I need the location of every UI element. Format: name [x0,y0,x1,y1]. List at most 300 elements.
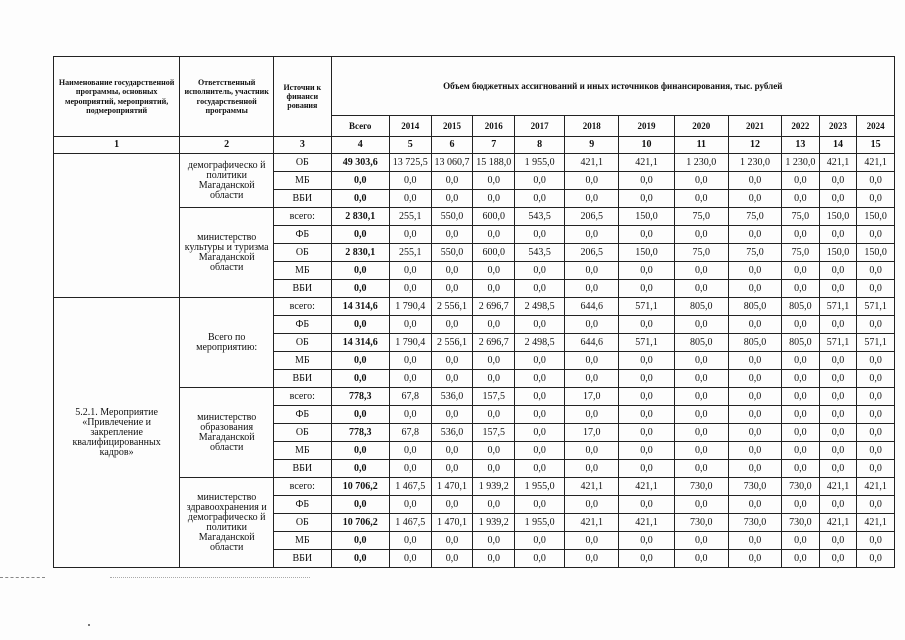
year-value-cell: 0,0 [857,262,895,280]
year-value-cell: 0,0 [565,442,619,460]
year-value-cell: 543,5 [515,208,565,226]
column-number: 12 [728,137,781,154]
year-value-cell: 0,0 [473,262,515,280]
year-value-cell: 0,0 [819,262,857,280]
year-value-cell: 0,0 [819,388,857,406]
year-value-cell: 1 955,0 [515,154,565,172]
year-value-cell: 805,0 [674,298,728,316]
year-value-cell: 206,5 [565,208,619,226]
total-cell: 0,0 [331,370,389,388]
year-value-cell: 0,0 [728,532,781,550]
year-value-cell: 0,0 [674,226,728,244]
executor-cell: министерство культуры и туризма Магаданской области [180,208,274,298]
year-value-cell: 0,0 [619,532,674,550]
total-cell: 2 830,1 [331,244,389,262]
year-value-cell: 730,0 [782,478,820,496]
year-value-cell: 0,0 [782,316,820,334]
year-value-cell: 0,0 [819,442,857,460]
year-value-cell: 0,0 [565,532,619,550]
year-value-cell: 1 790,4 [389,334,431,352]
year-value-cell: 75,0 [674,208,728,226]
year-value-cell: 0,0 [515,316,565,334]
year-value-cell: 0,0 [728,190,781,208]
year-value-cell: 150,0 [619,244,674,262]
column-number: 15 [857,137,895,154]
year-value-cell: 0,0 [819,352,857,370]
year-value-cell: 0,0 [819,496,857,514]
column-number: 5 [389,137,431,154]
column-number: 2 [180,137,274,154]
year-value-cell: 0,0 [857,280,895,298]
year-header: 2023 [819,116,857,137]
year-value-cell: 0,0 [674,370,728,388]
year-value-cell: 805,0 [728,334,781,352]
year-value-cell: 0,0 [819,280,857,298]
year-value-cell: 543,5 [515,244,565,262]
year-header: 2015 [431,116,473,137]
source-cell: МБ [274,262,331,280]
source-cell: ФБ [274,226,331,244]
year-value-cell: 0,0 [431,190,473,208]
year-header: 2020 [674,116,728,137]
year-value-cell: 0,0 [857,172,895,190]
year-value-cell: 206,5 [565,244,619,262]
year-value-cell: 0,0 [819,190,857,208]
year-value-cell: 0,0 [619,262,674,280]
year-value-cell: 0,0 [473,190,515,208]
year-value-cell: 805,0 [782,334,820,352]
year-value-cell: 0,0 [782,262,820,280]
year-value-cell: 571,1 [619,298,674,316]
year-value-cell: 0,0 [857,190,895,208]
column-number: 8 [515,137,565,154]
year-header: 2016 [473,116,515,137]
year-value-cell: 0,0 [619,442,674,460]
year-value-cell: 0,0 [728,316,781,334]
year-header: 2024 [857,116,895,137]
column-number: 11 [674,137,728,154]
year-value-cell: 0,0 [619,316,674,334]
year-value-cell: 0,0 [782,370,820,388]
year-value-cell: 805,0 [782,298,820,316]
col-volume-header: Объем бюджетных ассигнований и иных источников финансирования, тыс. рублей [331,57,895,116]
year-value-cell: 0,0 [728,388,781,406]
source-cell: ВБИ [274,460,331,478]
column-number: 3 [274,137,331,154]
year-value-cell: 0,0 [473,550,515,568]
total-cell: 14 314,6 [331,298,389,316]
source-cell: ОБ [274,154,331,172]
year-value-cell: 0,0 [473,406,515,424]
year-value-cell: 0,0 [728,172,781,190]
year-value-cell: 0,0 [389,280,431,298]
year-value-cell: 0,0 [473,496,515,514]
year-value-cell: 730,0 [674,478,728,496]
source-cell: ФБ [274,496,331,514]
scan-speck [88,624,90,626]
year-value-cell: 75,0 [728,208,781,226]
year-value-cell: 730,0 [782,514,820,532]
year-value-cell: 2 696,7 [473,298,515,316]
total-cell: 778,3 [331,388,389,406]
year-value-cell: 0,0 [857,352,895,370]
year-value-cell: 600,0 [473,208,515,226]
source-cell: ОБ [274,244,331,262]
year-value-cell: 0,0 [619,460,674,478]
year-value-cell: 1 230,0 [674,154,728,172]
source-cell: ВБИ [274,550,331,568]
year-value-cell: 0,0 [857,442,895,460]
year-value-cell: 0,0 [389,190,431,208]
year-value-cell: 644,6 [565,298,619,316]
executor-cell: демографическо й политики Магаданской области [180,154,274,208]
year-value-cell: 0,0 [819,370,857,388]
column-number: 1 [54,137,180,154]
year-value-cell: 0,0 [619,172,674,190]
year-value-cell: 1 467,5 [389,514,431,532]
year-value-cell: 0,0 [515,442,565,460]
year-value-cell: 421,1 [857,154,895,172]
total-cell: 0,0 [331,172,389,190]
year-value-cell: 0,0 [674,406,728,424]
year-value-cell: 0,0 [857,460,895,478]
total-cell: 0,0 [331,460,389,478]
year-value-cell: 0,0 [819,532,857,550]
year-value-cell: 150,0 [819,208,857,226]
year-value-cell: 0,0 [565,172,619,190]
year-value-cell: 0,0 [389,370,431,388]
year-value-cell: 0,0 [565,406,619,424]
year-value-cell: 0,0 [565,496,619,514]
source-cell: МБ [274,172,331,190]
source-cell: всего: [274,298,331,316]
year-value-cell: 67,8 [389,388,431,406]
financing-table [53,56,895,568]
total-cell: 778,3 [331,424,389,442]
year-value-cell: 0,0 [431,496,473,514]
year-value-cell: 0,0 [565,280,619,298]
year-value-cell: 1 955,0 [515,514,565,532]
year-value-cell: 0,0 [619,388,674,406]
year-value-cell: 0,0 [515,424,565,442]
total-cell: 49 303,6 [331,154,389,172]
source-cell: ВБИ [274,280,331,298]
column-number: 9 [565,137,619,154]
year-value-cell: 421,1 [565,514,619,532]
year-value-cell: 0,0 [674,460,728,478]
year-value-cell: 0,0 [728,496,781,514]
year-value-cell: 0,0 [389,172,431,190]
year-value-cell: 0,0 [819,424,857,442]
year-value-cell: 0,0 [819,226,857,244]
total-cell: 0,0 [331,262,389,280]
year-value-cell: 421,1 [619,478,674,496]
year-value-cell: 421,1 [857,478,895,496]
year-value-cell: 0,0 [565,262,619,280]
year-value-cell: 571,1 [819,334,857,352]
source-cell: МБ [274,532,331,550]
column-numbers-row [54,137,895,154]
year-value-cell: 421,1 [565,478,619,496]
executor-cell: министерство образования Магаданской области [180,388,274,478]
year-value-cell: 0,0 [857,550,895,568]
year-value-cell: 0,0 [819,550,857,568]
year-value-cell: 0,0 [473,316,515,334]
year-value-cell: 0,0 [619,190,674,208]
year-value-cell: 0,0 [389,442,431,460]
year-value-cell: 0,0 [728,442,781,460]
source-cell: всего: [274,388,331,406]
year-value-cell: 15 188,0 [473,154,515,172]
year-value-cell: 0,0 [515,226,565,244]
year-value-cell: 0,0 [431,550,473,568]
year-value-cell: 2 556,1 [431,298,473,316]
year-value-cell: 0,0 [782,496,820,514]
year-value-cell: 0,0 [674,172,728,190]
year-value-cell: 75,0 [674,244,728,262]
year-value-cell: 13 725,5 [389,154,431,172]
year-value-cell: 0,0 [389,532,431,550]
year-value-cell: 0,0 [431,262,473,280]
year-value-cell: 0,0 [674,442,728,460]
year-value-cell: 0,0 [515,496,565,514]
year-value-cell: 0,0 [857,532,895,550]
column-number: 10 [619,137,674,154]
year-value-cell: 0,0 [515,262,565,280]
year-value-cell: 0,0 [389,496,431,514]
year-value-cell: 0,0 [782,406,820,424]
total-cell: 10 706,2 [331,478,389,496]
year-value-cell: 0,0 [782,190,820,208]
table-row [54,478,895,496]
total-cell: 0,0 [331,532,389,550]
total-cell: 0,0 [331,280,389,298]
year-value-cell: 0,0 [565,550,619,568]
year-value-cell: 0,0 [431,316,473,334]
year-value-cell: 0,0 [389,352,431,370]
year-value-cell: 0,0 [473,352,515,370]
source-cell: ВБИ [274,190,331,208]
year-value-cell: 1 939,2 [473,514,515,532]
year-value-cell: 0,0 [728,226,781,244]
year-value-cell: 0,0 [674,352,728,370]
year-value-cell: 805,0 [728,298,781,316]
year-value-cell: 2 498,5 [515,298,565,316]
year-value-cell: 0,0 [473,370,515,388]
source-cell: МБ [274,442,331,460]
year-value-cell: 421,1 [619,514,674,532]
year-value-cell: 536,0 [431,388,473,406]
year-value-cell: 0,0 [619,370,674,388]
year-value-cell: 1 230,0 [782,154,820,172]
year-value-cell: 0,0 [674,262,728,280]
year-value-cell: 0,0 [728,262,781,280]
year-value-cell: 2 556,1 [431,334,473,352]
year-value-cell: 75,0 [782,244,820,262]
year-value-cell: 0,0 [819,460,857,478]
table-row [54,154,895,172]
year-value-cell: 75,0 [728,244,781,262]
source-cell: ОБ [274,514,331,532]
year-value-cell: 0,0 [782,388,820,406]
table-row [54,298,895,316]
total-cell: 0,0 [331,190,389,208]
year-value-cell: 1 470,1 [431,514,473,532]
total-cell: 0,0 [331,550,389,568]
year-value-cell: 0,0 [431,280,473,298]
year-value-cell: 0,0 [728,352,781,370]
year-value-cell: 0,0 [431,370,473,388]
column-number: 13 [782,137,820,154]
source-cell: ФБ [274,406,331,424]
year-value-cell: 0,0 [431,460,473,478]
year-value-cell: 0,0 [389,262,431,280]
year-value-cell: 0,0 [782,280,820,298]
parent-event-cell [54,154,180,298]
year-value-cell: 550,0 [431,208,473,226]
year-value-cell: 0,0 [619,496,674,514]
year-value-cell: 75,0 [782,208,820,226]
year-value-cell: 0,0 [782,352,820,370]
year-value-cell: 805,0 [674,334,728,352]
column-number: 4 [331,137,389,154]
year-value-cell: 67,8 [389,424,431,442]
year-value-cell: 0,0 [389,550,431,568]
year-value-cell: 0,0 [515,406,565,424]
year-value-cell: 0,0 [515,172,565,190]
column-number: 7 [473,137,515,154]
year-value-cell: 421,1 [819,154,857,172]
source-cell: МБ [274,352,331,370]
year-value-cell: 0,0 [473,532,515,550]
year-value-cell: 0,0 [515,550,565,568]
year-value-cell: 571,1 [819,298,857,316]
year-value-cell: 0,0 [473,460,515,478]
year-value-cell: 0,0 [857,424,895,442]
year-value-cell: 0,0 [473,226,515,244]
year-value-cell: 0,0 [389,226,431,244]
year-value-cell: 1 470,1 [431,478,473,496]
column-number: 6 [431,137,473,154]
year-value-cell: 0,0 [431,172,473,190]
year-value-cell: 0,0 [674,496,728,514]
col-source-header: Источни к финанси рования [274,57,331,137]
year-value-cell: 0,0 [728,424,781,442]
year-value-cell: 421,1 [819,514,857,532]
year-value-cell: 17,0 [565,424,619,442]
year-value-cell: 0,0 [619,280,674,298]
year-header: 2022 [782,116,820,137]
year-value-cell: 0,0 [857,316,895,334]
source-cell: всего: [274,478,331,496]
year-value-cell: 0,0 [619,550,674,568]
source-cell: ОБ [274,424,331,442]
year-value-cell: 0,0 [619,352,674,370]
year-value-cell: 0,0 [565,370,619,388]
year-value-cell: 536,0 [431,424,473,442]
year-value-cell: 0,0 [619,424,674,442]
page-edge-mark [110,577,310,578]
year-value-cell: 421,1 [565,154,619,172]
year-value-cell: 0,0 [515,460,565,478]
year-value-cell: 0,0 [728,370,781,388]
year-value-cell: 0,0 [389,460,431,478]
year-value-cell: 1 955,0 [515,478,565,496]
year-header: 2021 [728,116,781,137]
year-value-cell: 0,0 [819,406,857,424]
year-value-cell: 2 498,5 [515,334,565,352]
year-value-cell: 0,0 [619,226,674,244]
year-value-cell: 150,0 [619,208,674,226]
year-value-cell: 571,1 [619,334,674,352]
year-value-cell: 13 060,7 [431,154,473,172]
source-cell: ВБИ [274,370,331,388]
year-value-cell: 0,0 [857,496,895,514]
year-value-cell: 0,0 [619,406,674,424]
year-value-cell: 421,1 [619,154,674,172]
total-cell: 10 706,2 [331,514,389,532]
total-cell: 2 830,1 [331,208,389,226]
year-value-cell: 550,0 [431,244,473,262]
year-value-cell: 0,0 [674,532,728,550]
year-value-cell: 730,0 [728,478,781,496]
year-value-cell: 0,0 [473,442,515,460]
year-value-cell: 0,0 [674,424,728,442]
year-value-cell: 0,0 [431,442,473,460]
year-header: 2014 [389,116,431,137]
year-value-cell: 0,0 [431,352,473,370]
year-value-cell: 255,1 [389,208,431,226]
source-cell: ОБ [274,334,331,352]
col-name-header: Наименование государственной программы, основных мероприятий, мероприятий, подмероприятий [54,57,180,137]
year-value-cell: 571,1 [857,334,895,352]
year-value-cell: 421,1 [857,514,895,532]
table-row [54,388,895,406]
source-cell: ФБ [274,316,331,334]
year-value-cell: 0,0 [515,370,565,388]
year-header: 2017 [515,116,565,137]
year-value-cell: 730,0 [728,514,781,532]
year-value-cell: 2 696,7 [473,334,515,352]
year-value-cell: 0,0 [674,316,728,334]
year-value-cell: 0,0 [565,226,619,244]
year-value-cell: 0,0 [857,406,895,424]
event-name-cell: 5.2.1. Мероприятие «Привлечение и закрепление квалифицированных кадров» [54,298,180,568]
year-value-cell: 0,0 [565,190,619,208]
year-value-cell: 0,0 [782,442,820,460]
year-value-cell: 0,0 [857,226,895,244]
year-value-cell: 730,0 [674,514,728,532]
year-value-cell: 157,5 [473,424,515,442]
total-cell: 0,0 [331,406,389,424]
year-value-cell: 0,0 [674,550,728,568]
total-cell: 14 314,6 [331,334,389,352]
executor-cell: министерство здравоохранения и демографическо й политики Магаданской области [180,478,274,568]
year-value-cell: 0,0 [515,532,565,550]
page-edge-mark [0,577,45,578]
year-value-cell: 0,0 [819,172,857,190]
year-value-cell: 600,0 [473,244,515,262]
total-cell: 0,0 [331,442,389,460]
year-value-cell: 0,0 [431,226,473,244]
column-number: 14 [819,137,857,154]
executor-cell: Всего по мероприятию: [180,298,274,388]
year-value-cell: 571,1 [857,298,895,316]
year-header: 2019 [619,116,674,137]
total-cell: 0,0 [331,352,389,370]
year-value-cell: 0,0 [674,280,728,298]
col-executor-header: Ответственный исполнитель, участник государственной программы [180,57,274,137]
